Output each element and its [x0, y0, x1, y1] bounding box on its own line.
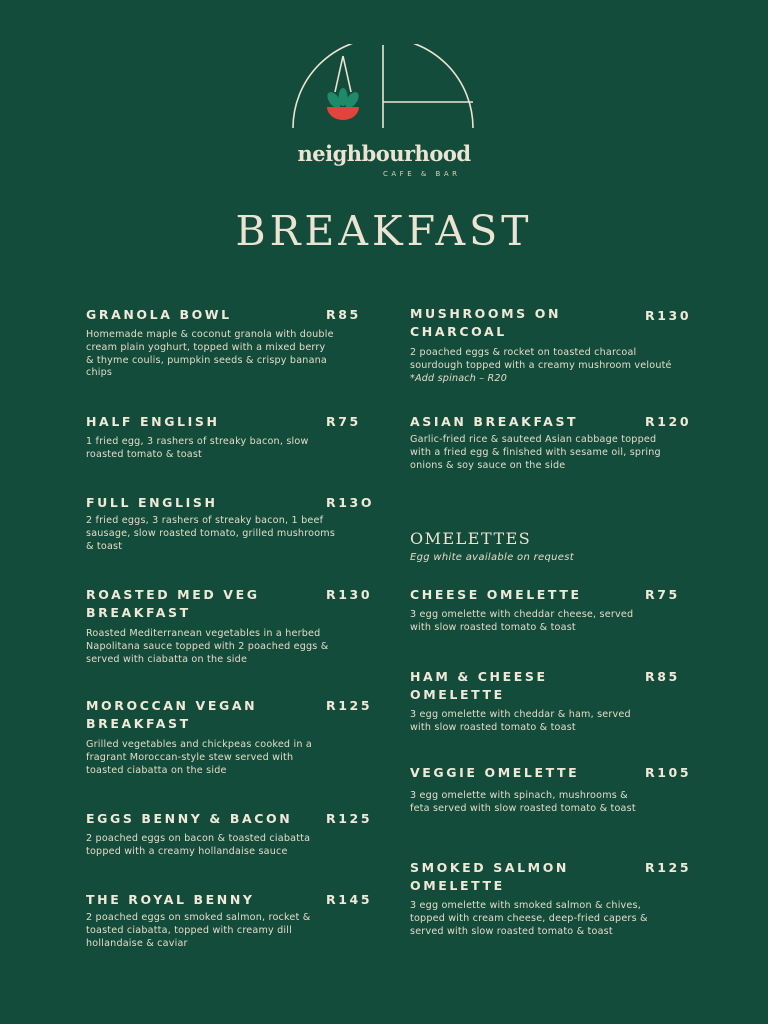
item-price: R75 [326, 414, 361, 429]
brand-name: neighbourhood [297, 141, 471, 166]
item-description: 2 poached eggs on bacon & toasted ciabatta topped with a creamy hollandaise sauce [86, 833, 311, 857]
item-price: R105 [645, 765, 692, 780]
item-name: EGGS BENNY & BACON [86, 811, 293, 826]
brand-subtitle: CAFE & BAR [383, 170, 461, 178]
item-name: THE ROYAL BENNY [86, 892, 255, 907]
item-addon: *Add spinach – R20 [410, 372, 508, 384]
item-description: 1 fried egg, 3 rashers of streaky bacon, slow roasted tomato & toast [86, 436, 309, 460]
page-title: BREAKFAST [235, 207, 533, 255]
item-description: 3 egg omelette with cheddar cheese, served with slow roasted tomato & toast [410, 609, 634, 633]
item-description [410, 347, 675, 385]
item-name: HALF ENGLISH [86, 414, 220, 429]
item-price: R120 [645, 414, 692, 429]
item-name: ROASTED MED VEG BREAKFAST [86, 587, 260, 620]
brand-logo-icon [291, 44, 475, 132]
section-title-omelettes: OMELETTES [410, 529, 532, 548]
menu-item [86, 494, 375, 553]
menu-item [410, 413, 692, 472]
item-description: 3 egg omelette with smoked salmon & chives, topped with cream cheese, deep-fried capers & served with slow roasted tomato & toast [410, 900, 648, 937]
menu-item [86, 306, 361, 380]
menu-item [410, 586, 680, 635]
item-description: 3 egg omelette with spinach, mushrooms & feta served with slow roasted tomato & toast [410, 790, 636, 814]
menu-item [86, 697, 373, 777]
menu-item [86, 891, 373, 950]
item-name: CHEESE OMELETTE [410, 587, 582, 602]
item-price: R125 [326, 811, 373, 826]
item-price: R13O [326, 495, 375, 510]
item-description: 2 poached eggs on smoked salmon, rocket & toasted ciabatta, topped with creamy dill hollandaise & caviar [86, 912, 311, 949]
menu-item [86, 413, 361, 462]
item-price: R130 [326, 587, 373, 602]
item-price: R125 [645, 860, 692, 875]
menu-item [86, 810, 373, 859]
item-price: R75 [645, 587, 680, 602]
section-note: Egg white available on request [410, 552, 574, 563]
item-name: FULL ENGLISH [86, 495, 218, 510]
item-description: Homemade maple & coconut granola with double cream plain yoghurt, topped with a mixed berry & thyme coulis, pumpkin seeds & crispy banana chips [86, 329, 334, 379]
menu-item [410, 668, 680, 735]
item-description: Roasted Mediterranean vegetables in a herbed Napolitana sauce topped with 2 poached eggs & served with ciabatta on the side [86, 628, 329, 665]
item-name: MUSHROOMS ON CHARCOAL [410, 306, 562, 339]
item-name: HAM & CHEESE OMELETTE [410, 669, 548, 702]
item-description: 3 egg omelette with cheddar & ham, served with slow roasted tomato & toast [410, 709, 631, 733]
item-name: ASIAN BREAKFAST [410, 414, 579, 429]
item-description: Garlic-fried rice & sauteed Asian cabbage topped with a fried egg & finished with sesame oil, spring onions & soy sauce on the side [410, 434, 661, 471]
menu-item [86, 586, 373, 666]
item-price: R85 [645, 669, 680, 684]
item-price: R85 [326, 307, 361, 322]
item-description: Grilled vegetables and chickpeas cooked in a fragrant Moroccan-style stew served with toasted ciabatta on the side [86, 739, 312, 776]
menu-item [410, 859, 692, 938]
item-description-text: 2 poached eggs & rocket on toasted charcoal sourdough topped with a creamy mushroom velouté [410, 347, 672, 371]
menu-item [410, 764, 692, 816]
item-price: R130 [645, 308, 692, 323]
item-name: SMOKED SALMON OMELETTE [410, 860, 569, 893]
item-price: R125 [326, 698, 373, 713]
menu-item [410, 305, 692, 385]
item-price: R145 [326, 892, 373, 907]
item-description: 2 fried eggs, 3 rashers of streaky bacon, 1 beef sausage, slow roasted tomato, grilled mushrooms & toast [86, 515, 336, 552]
item-name: VEGGIE OMELETTE [410, 765, 580, 780]
item-name: GRANOLA BOWL [86, 307, 232, 322]
item-name: MOROCCAN VEGAN BREAKFAST [86, 698, 258, 731]
